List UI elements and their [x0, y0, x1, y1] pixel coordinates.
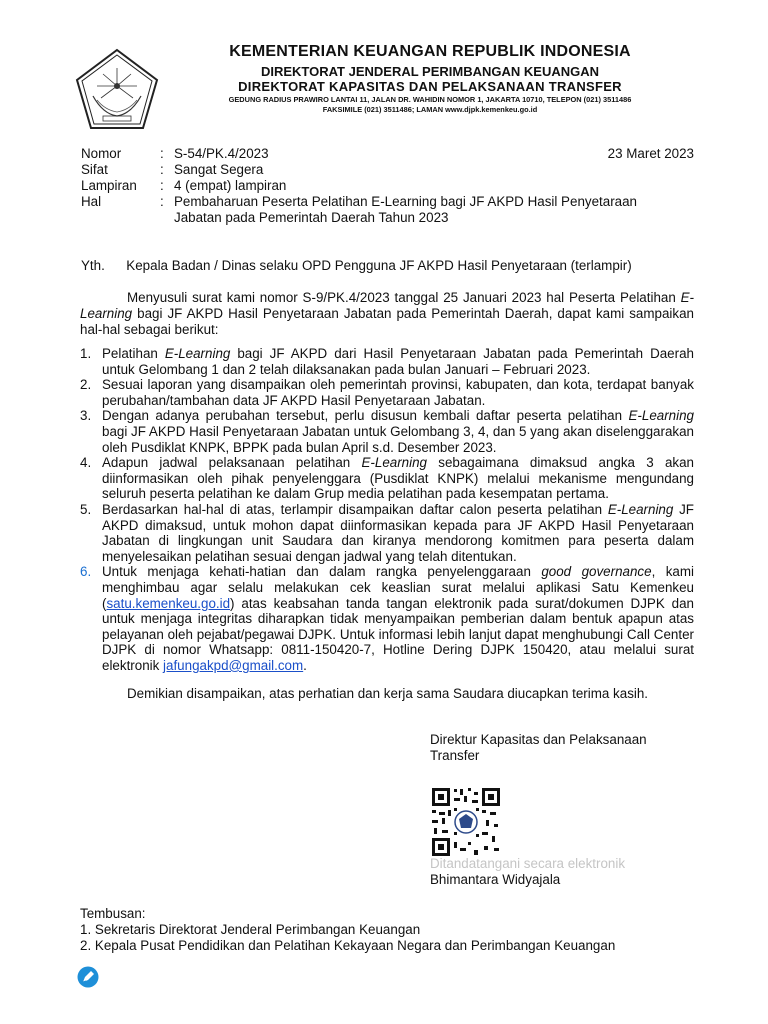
meta-colon: :: [160, 146, 164, 161]
kemenkeu-logo: [73, 46, 161, 134]
item-text-b: , kami menghimbau agar selalu melakukan cek keaslian surat melalui aplikasi Satu Kemenkeu (: [102, 564, 694, 611]
intro-emphasis: E-Learning: [80, 290, 694, 321]
item-emphasis: E-Learning: [607, 501, 674, 517]
signer-title-1: Direktur Kapasitas dan Pelaksanaan: [430, 732, 647, 747]
list-item: [80, 455, 694, 502]
intro-text-a: Menyusuli surat kami nomor S-9/PK.4/2023 tanggal 25 Januari 2023 hal Peserta Pelatihan: [127, 290, 681, 305]
meta-label: Nomor: [81, 146, 122, 161]
list-number: 1.: [80, 346, 92, 361]
email-link[interactable]: jafungakpd@gmail.com: [163, 657, 304, 673]
list-item: [80, 377, 694, 408]
item-emphasis: E-Learning: [164, 346, 231, 361]
tembusan-item: 2. Kepala Pusat Pendidikan dan Pelatihan Kekayaan Negara dan Perimbangan Keuangan: [80, 938, 616, 953]
meta-value: Sangat Segera: [174, 162, 264, 177]
meta-label: Sifat: [81, 162, 108, 177]
intro-text-b: bagi JF AKPD Hasil Penyetaraan Jabatan pada Pemerintah Daerah, dapat kami sampaikan hal-hal sebagai berikut:: [80, 306, 694, 337]
meta-label: Lampiran: [81, 178, 137, 193]
item-emphasis: E-Learning: [361, 455, 427, 471]
signer-name: Bhimantara Widyajala: [430, 872, 561, 887]
meta-colon: :: [160, 194, 164, 209]
item-emphasis: good governance: [541, 564, 652, 580]
item-text-d: .: [303, 657, 307, 673]
recipient-text: Kepala Badan / Dinas selaku OPD Pengguna JF AKPD Hasil Penyetaraan (terlampir): [126, 258, 632, 273]
item-text-a: Berdasarkan hal-hal di atas, terlampir disampaikan daftar calon peserta pelatihan: [102, 501, 608, 517]
recipient-line: [81, 258, 701, 274]
address-line-2: FAKSIMILE (021) 3511486; LAMAN www.djpk.kemenkeu.go.id: [322, 105, 538, 114]
address-line-1: GEDUNG RADIUS PRAWIRO LANTAI 11, JALAN DR. WAHIDIN NOMOR 1, JAKARTA 10710, TELEPON (021) 3511486: [228, 95, 632, 104]
intro-paragraph: [80, 290, 694, 338]
numbered-list: [80, 346, 694, 673]
list-item: [80, 408, 694, 455]
item-text-b: sebagaimana dimaksud angka 3 akan diinformasikan oleh pihak penyelenggara (Pusdiklat KNPK) melalui mekanisme mengundang seluruh peserta pelatihan ke dalam Grup media pelatihan pada kesempatan pertama.: [102, 455, 694, 502]
list-number: 5.: [80, 501, 92, 517]
list-item-integrity: [80, 564, 694, 673]
esign-note: Ditandatangani secara elektronik: [430, 856, 626, 871]
directorate-general-heading: DIREKTORAT JENDERAL PERIMBANGAN KEUANGAN: [260, 64, 600, 79]
item-text-b: bagi JF AKPD dari Hasil Penyetaraan Jabatan pada Pemerintah Daerah untuk Gelombang 1 dan 2 telah dilaksanakan pada bulan Januari – Februari 2023.: [102, 346, 694, 377]
meta-label: Hal: [81, 194, 102, 209]
list-number: 4.: [80, 455, 92, 471]
directorate-heading: DIREKTORAT KAPASITAS DAN PELAKSANAAN TRANSFER: [238, 79, 622, 94]
letter-date: 23 Maret 2023: [607, 146, 694, 161]
meta-colon: :: [160, 178, 164, 193]
item-text-b: bagi JF AKPD Hasil Penyetaraan Jabatan untuk Gelombang 3, 4, dan 5 yang akan diselenggarakan oleh Pusdiklat KNPK, BPPK pada bulan April s.d. Desember 2023.: [102, 423, 694, 455]
item-text-a: Pelatihan: [102, 346, 165, 361]
meta-value: 4 (empat) lampiran: [174, 178, 287, 193]
item-text-b: JF AKPD dimaksud, untuk mohon dapat diinformasikan kepada para JF AKPD Hasil Penyetaraan Jabatan di lingkungan unit Saudara dan kiranya mendorong komitmen para peserta dalam menyelesaikan pelatihan sesuai dengan jadwal yang telah ditentukan.: [102, 501, 694, 564]
tembusan-block: [80, 906, 615, 954]
item-text-a: Untuk menjaga kehati-hatian dan dalam rangka penyelenggaraan: [102, 564, 542, 580]
meta-value: Pembaharuan Peserta Pelatihan E-Learning bagi JF AKPD Hasil Penyetaraan Jabatan pada Pemerintah Daerah Tahun 2023: [174, 194, 637, 225]
meta-value: S-54/PK.4/2023: [174, 146, 269, 161]
item-emphasis: E-Learning: [628, 408, 694, 424]
list-item: [80, 346, 694, 377]
closing-paragraph: Demikian disampaikan, atas perhatian dan kerja sama Saudara diucapkan terima kasih.: [127, 686, 649, 701]
list-number: 6.: [80, 564, 92, 580]
list-item: [80, 502, 694, 564]
item-text-a: Dengan adanya perubahan tersebut, perlu disusun kembali daftar peserta pelatihan: [102, 408, 629, 424]
recipient-prefix: Yth.: [81, 258, 105, 273]
signer-title-2: Transfer: [430, 748, 480, 763]
tembusan-item: 1. Sekretaris Direktorat Jenderal Perimbangan Keuangan: [80, 922, 421, 937]
list-number: 3.: [80, 408, 92, 424]
item-text-c: ) atas keabsahan tanda tangan elektronik pada surat/dokumen DJPK dan untuk menjaga integritas diharapkan tidak menyampaikan pemberian dalam bentuk apapun atas pelayanan oleh pejabat/pegawai DJPK. Untuk informasi lebih lanjut dapat menghubungi Call Center DJPK di nomor Whatsapp: 0811-150420-7, Hotline Dering DJPK 150420, atau melalui surat elektronik: [102, 595, 694, 673]
satu-kemenkeu-link[interactable]: satu.kemenkeu.go.id: [106, 595, 231, 611]
qr-code-icon: [430, 786, 502, 858]
meta-colon: :: [160, 162, 164, 177]
ministry-heading: KEMENTERIAN KEUANGAN REPUBLIK INDONESIA: [229, 43, 631, 60]
pen-sign-icon: [77, 966, 99, 988]
item-text-a: Sesuai laporan yang disampaikan oleh pemerintah provinsi, kabupaten, dan kota, terdapat banyak perubahan/tambahan data JF AKPD Hasil Penyetaraan Jabatan.: [102, 377, 694, 408]
list-number: 2.: [80, 377, 92, 393]
tembusan-heading: Tembusan:: [80, 906, 146, 921]
item-text-a: Adapun jadwal pelaksanaan pelatihan: [102, 455, 362, 471]
